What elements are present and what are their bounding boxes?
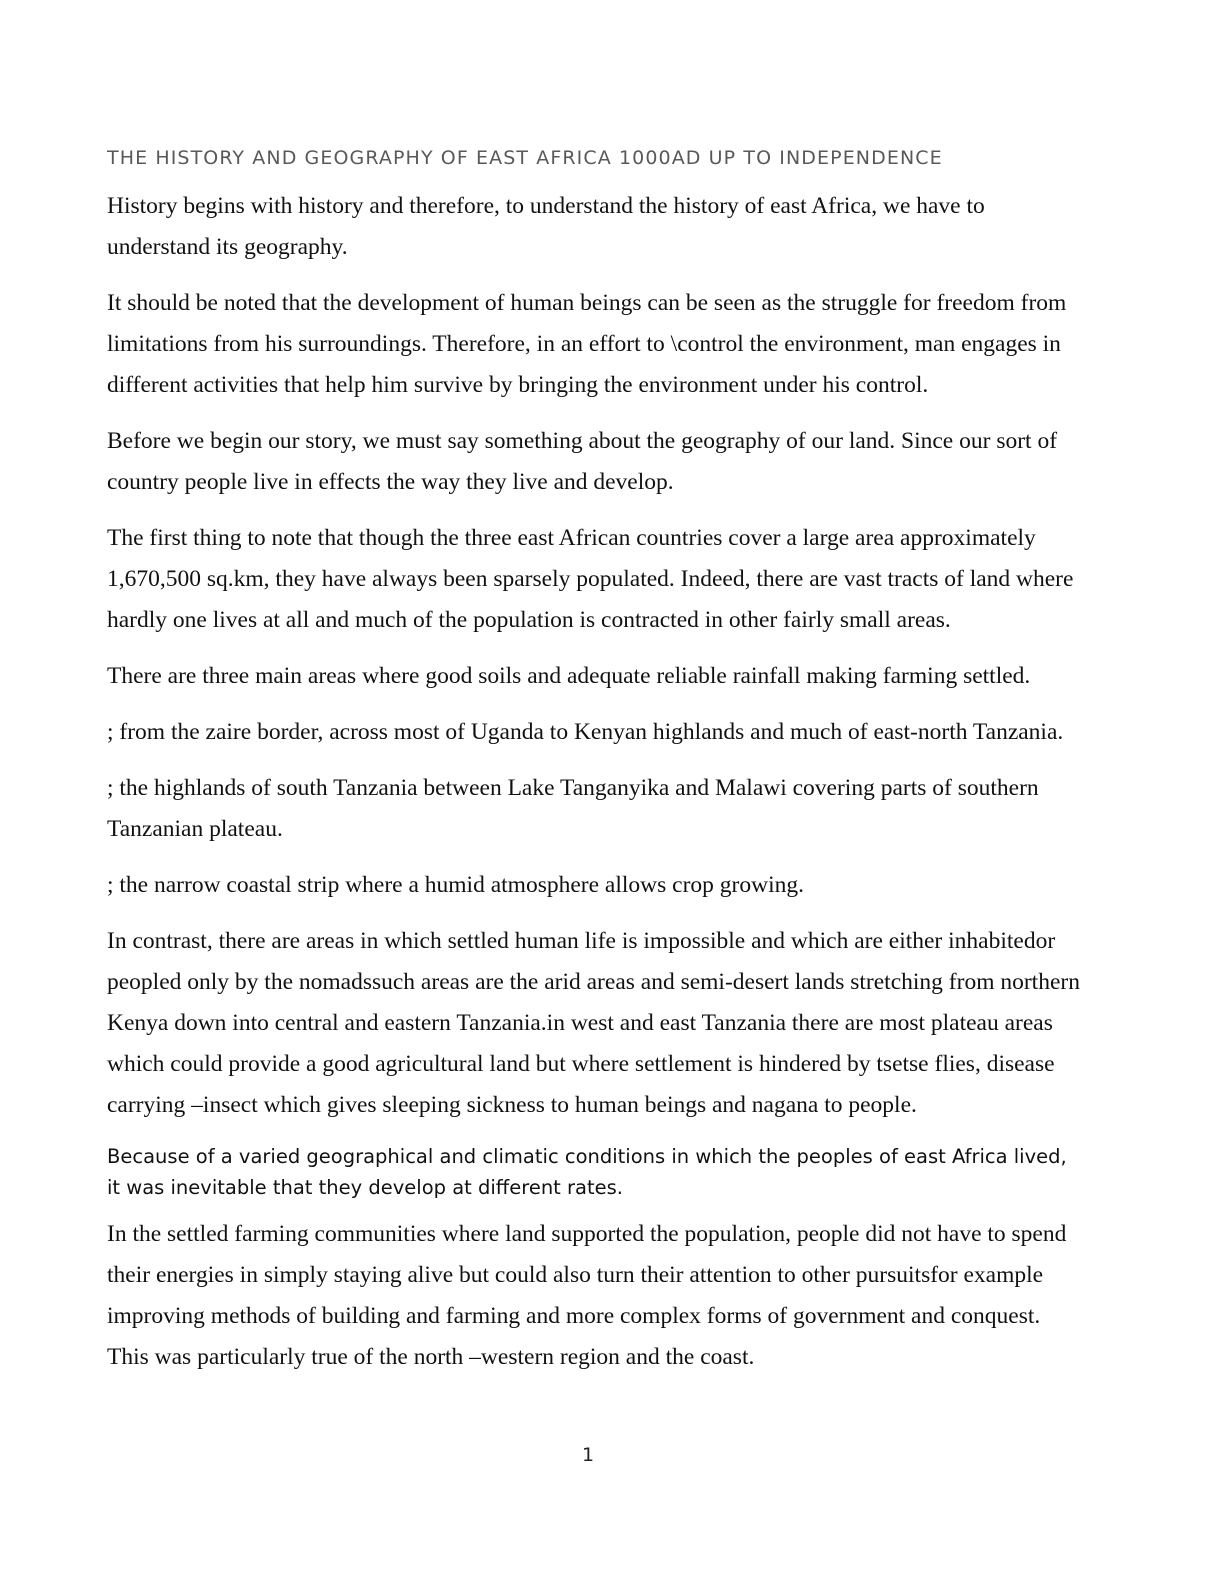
paragraph-settled-farming: In the settled farming communities where land supported the population, people did not have to spend their energies in simply staying alive but could also turn their attention to other pursuitsfor example improving methods of building and farming and more complex forms of government and conquest. This was particularly true of the north –western region and the coast. [107,1221,1067,1370]
list-item-south-highlands: ; the highlands of south Tanzania between Lake Tanganyika and Malawi covering parts of southern Tanzanian plateau. [107,775,1039,842]
list-item-zaire-border: ; from the zaire border, across most of Uganda to Kenyan highlands and much of east-north Tanzania. [107,719,1064,745]
list-item-coastal-strip: ; the narrow coastal strip where a humid atmosphere allows crop growing. [107,872,804,898]
paragraph-development: It should be noted that the development of human beings can be seen as the struggle for freedom from limitations from his surroundings. Therefore, in an effort to \control the environment, man engages in different activities that help him survive by bringing the environment under his control. [107,290,1067,398]
paragraph-three-areas: There are three main areas where good soils and adequate reliable rainfall making farming settled. [107,663,1031,689]
paragraph-intro: History begins with history and therefore, to understand the history of east Africa, we have to understand its geography. [107,193,985,260]
paragraph-geography: Before we begin our story, we must say something about the geography of our land. Since our sort of country people live in effects the way they live and develop. [107,428,1058,495]
page-content [107,140,1082,1393]
paragraph-contrast: In contrast, there are areas in which settled human life is impossible and which are either inhabitedor peopled only by the nomadssuch areas are the arid areas and semi-desert lands stretching from northern Kenya down into central and eastern Tanzania.in west and east Tanzania there are most plateau areas which could provide a good agricultural land but where settlement is hindered by tsetse flies, disease carrying –insect which gives sleeping sickness to human beings and nagana to people. [107,928,1080,1118]
document-heading: THE HISTORY AND GEOGRAPHY OF EAST AFRICA 1000AD UP TO INDEPENDENCE [107,147,943,169]
paragraph-varied-conditions: Because of a varied geographical and climatic conditions in which the peoples of east Africa lived, it was inevitable that they develop at different rates. [107,1145,1067,1199]
paragraph-population: The first thing to note that though the three east African countries cover a large area approximately 1,670,500 sq.km, they have always been sparsely populated. Indeed, there are vast tracts of land where hardly one lives at all and much of the population is contracted in other fairly small areas. [107,525,1074,633]
page-number: 1 [581,1444,595,1466]
